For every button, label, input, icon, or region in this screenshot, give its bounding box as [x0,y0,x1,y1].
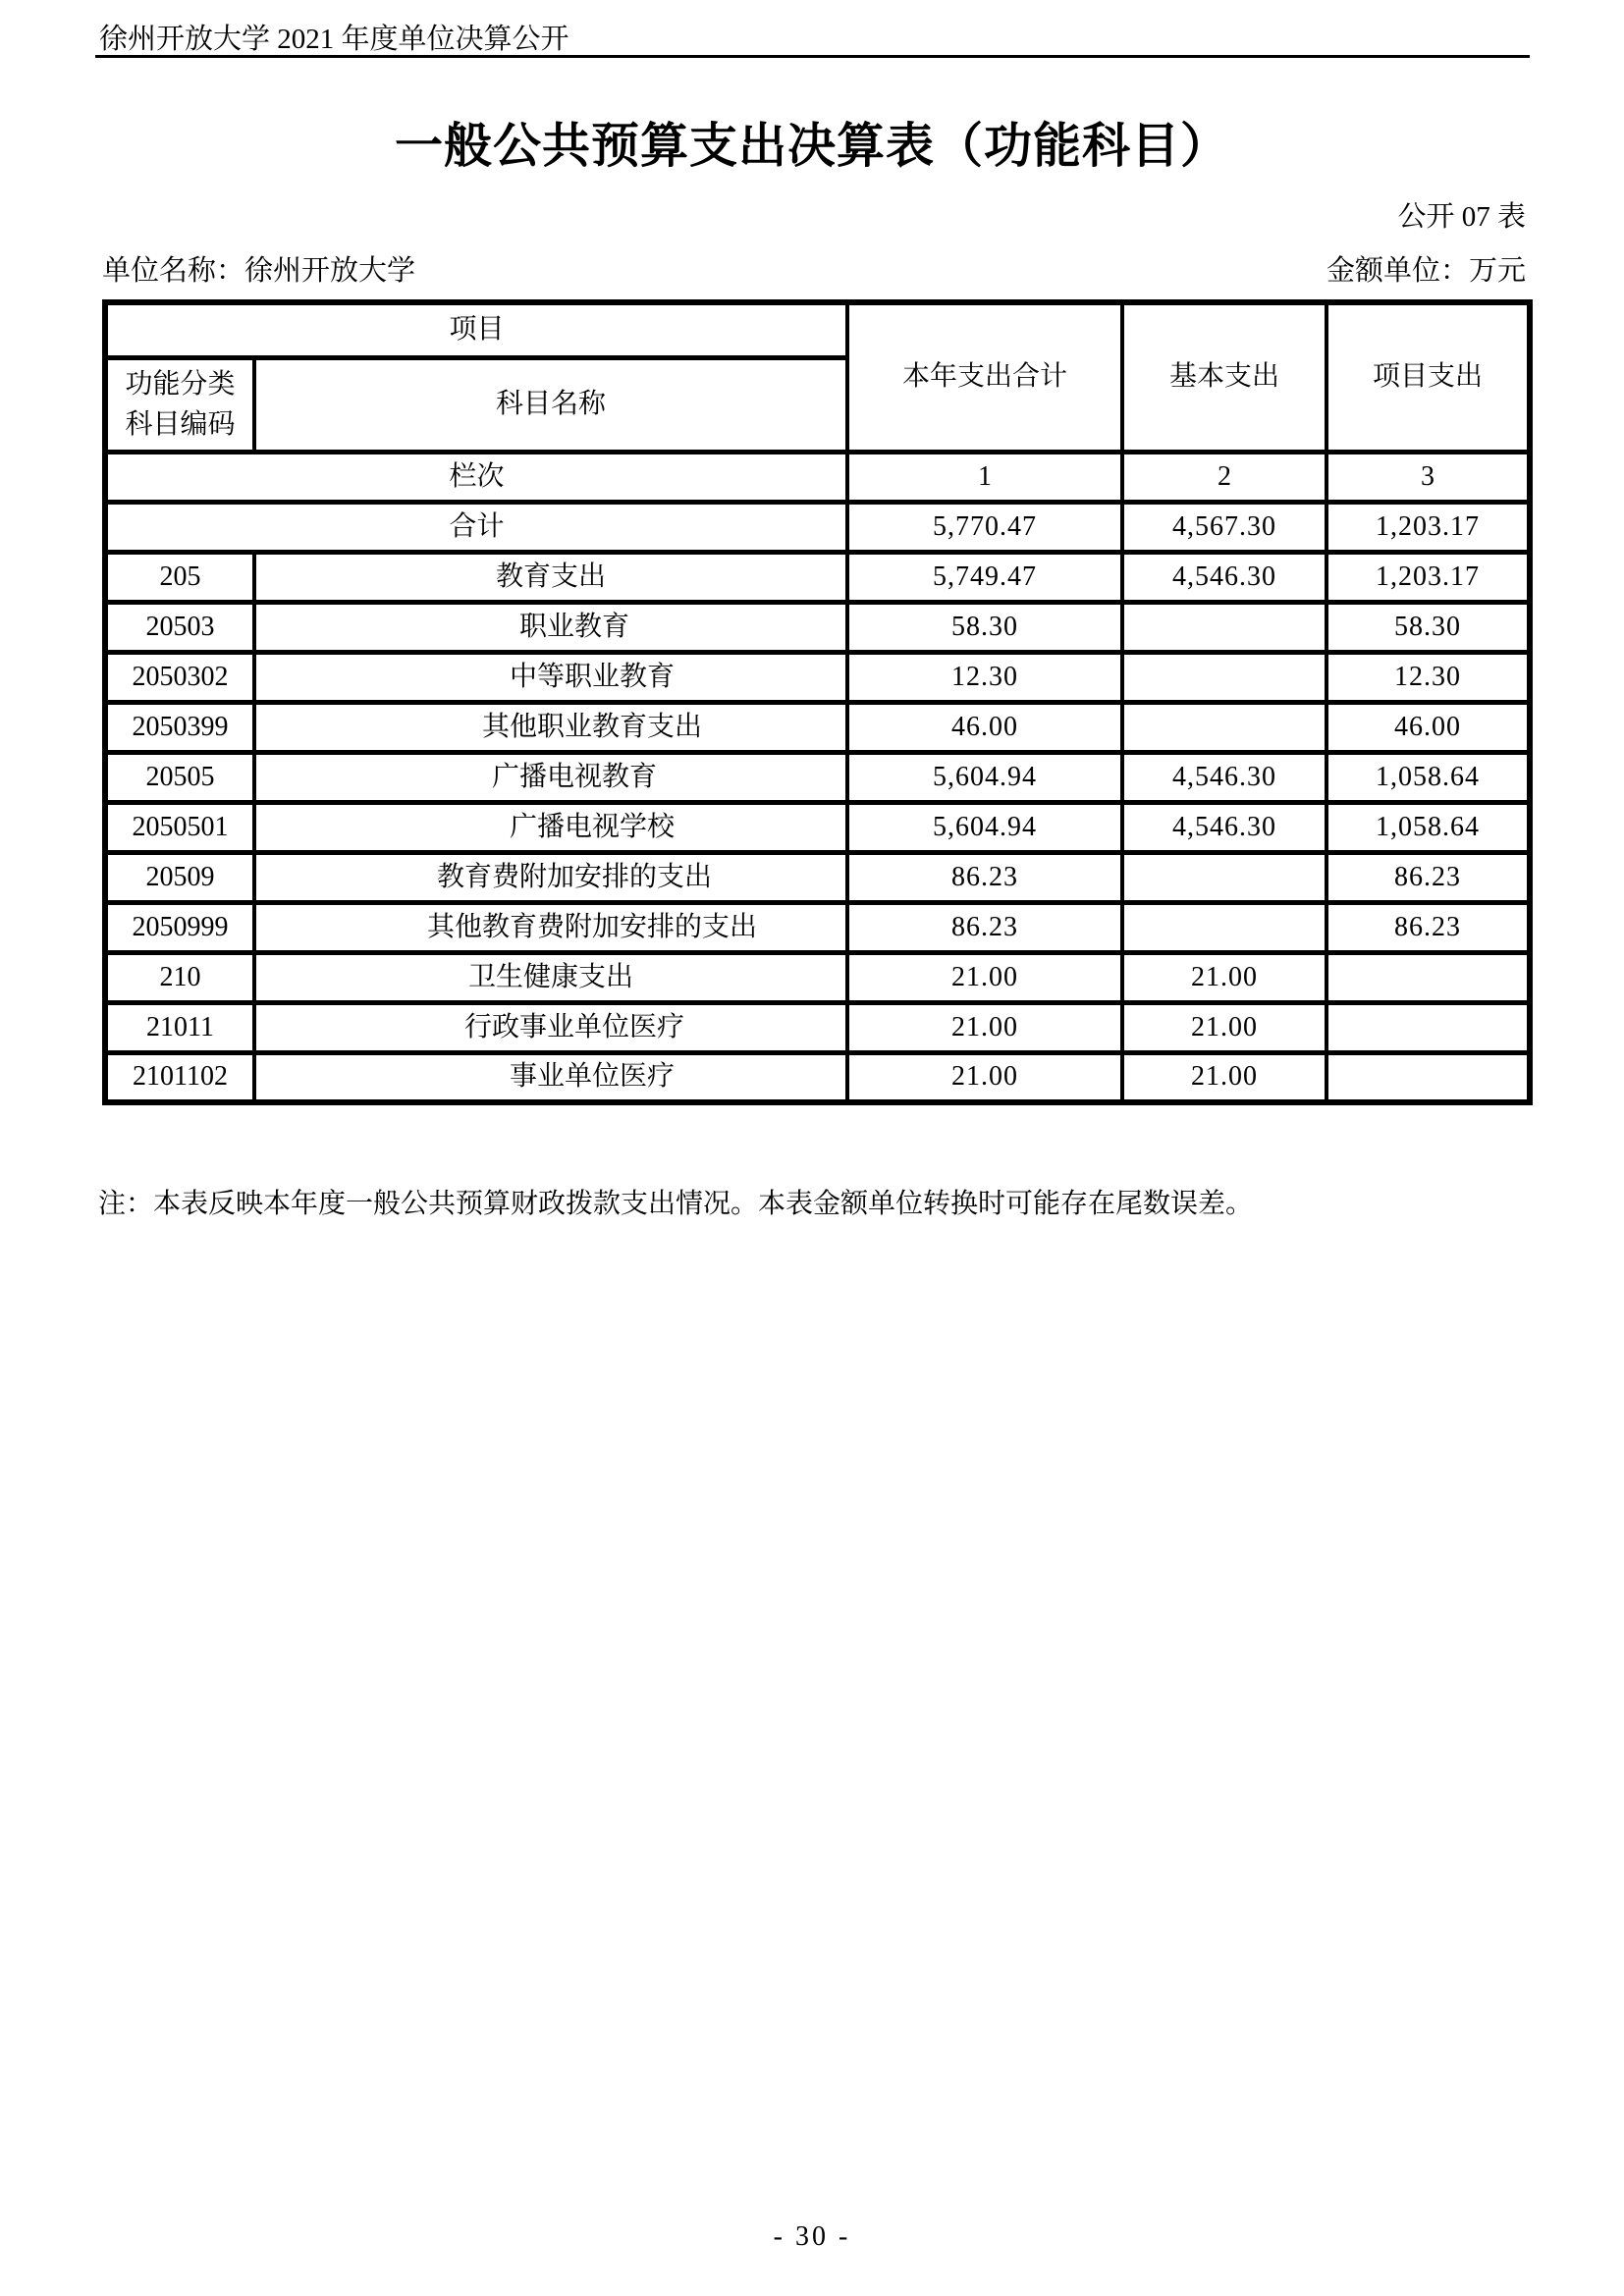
total-expenditure: 21.00 [847,1052,1122,1102]
project-expenditure: 46.00 [1326,702,1530,752]
subject-name: 中等职业教育 [254,652,847,702]
function-code: 205 [105,552,254,602]
amount-unit-label: 金额单位：万元 [1326,255,1526,287]
budget-table [102,299,1533,1105]
header-col-basic: 基本支出 [1122,302,1326,452]
grand-total-row [105,502,1530,552]
total-expenditure: 86.23 [847,902,1122,952]
header-project: 项目 [105,302,847,357]
basic-expenditure: 4,546.30 [1122,802,1326,852]
subject-name: 广播电视学校 [254,802,847,852]
project-expenditure: 86.23 [1326,852,1530,902]
total-expenditure: 5,604.94 [847,802,1122,852]
table-row [105,602,1530,652]
header-function-code [105,357,254,452]
project-expenditure: 58.30 [1326,602,1530,652]
project-expenditure: 1,058.64 [1326,802,1530,852]
table-row [105,552,1530,602]
basic-expenditure: 21.00 [1122,952,1326,1002]
total-expenditure: 86.23 [847,852,1122,902]
total-expenditure: 46.00 [847,702,1122,752]
grand-total-label: 合计 [105,502,847,552]
header-subject-name: 科目名称 [254,357,847,452]
subject-name: 教育支出 [254,552,847,602]
table-row [105,702,1530,752]
table-row [105,652,1530,702]
basic-expenditure [1122,652,1326,702]
total-expenditure: 12.30 [847,652,1122,702]
project-expenditure: 1,203.17 [1326,552,1530,602]
table-row [105,902,1530,952]
basic-expenditure: 21.00 [1122,1052,1326,1102]
page-number: - 30 - [773,2221,851,2252]
subject-name: 事业单位医疗 [254,1052,847,1102]
table-row [105,802,1530,852]
subject-name: 卫生健康支出 [254,952,847,1002]
table-code-label: 公开 07 表 [1397,201,1526,233]
project-expenditure [1326,952,1530,1002]
basic-expenditure [1122,702,1326,752]
basic-expenditure [1122,602,1326,652]
function-code: 2101102 [105,1052,254,1102]
table-header-row-1 [105,302,1530,357]
basic-expenditure: 4,546.30 [1122,752,1326,802]
total-expenditure: 5,749.47 [847,552,1122,602]
total-expenditure: 21.00 [847,952,1122,1002]
table-row [105,852,1530,902]
header-col-project: 项目支出 [1326,302,1530,452]
total-expenditure: 58.30 [847,602,1122,652]
subject-name: 职业教育 [254,602,847,652]
basic-expenditure: 21.00 [1122,1002,1326,1052]
subject-name: 其他职业教育支出 [254,702,847,752]
header-function-code-line2: 科目编码 [125,409,236,440]
document-header-text: 徐州开放大学 2021 年度单位决算公开 [99,24,569,55]
column-index-3: 3 [1326,452,1530,502]
table-row [105,752,1530,802]
grand-total-amount: 5,770.47 [847,502,1122,552]
project-expenditure [1326,1052,1530,1102]
subject-name: 行政事业单位医疗 [254,1002,847,1052]
total-expenditure: 5,604.94 [847,752,1122,802]
header-col-total: 本年支出合计 [847,302,1122,452]
page-title: 一般公共预算支出决算表（功能科目） [394,119,1229,173]
unit-name-label: 单位名称：徐州开放大学 [102,255,416,287]
subject-name: 教育费附加安排的支出 [254,852,847,902]
header-rule [95,55,1530,58]
function-code: 210 [105,952,254,1002]
header-function-code-line1: 功能分类 [125,369,236,400]
grand-total-basic: 4,567.30 [1122,502,1326,552]
function-code: 21011 [105,1002,254,1052]
function-code: 2050501 [105,802,254,852]
table-row [105,1002,1530,1052]
column-index-row [105,452,1530,502]
project-expenditure: 1,058.64 [1326,752,1530,802]
function-code: 2050302 [105,652,254,702]
column-index-label: 栏次 [105,452,847,502]
basic-expenditure: 4,546.30 [1122,552,1326,602]
project-expenditure [1326,1002,1530,1052]
table-note: 注：本表反映本年度一般公共预算财政拨款支出情况。本表金额单位转换时可能存在尾数误差。 [98,1189,1254,1219]
function-code: 2050999 [105,902,254,952]
function-code: 2050399 [105,702,254,752]
function-code: 20505 [105,752,254,802]
basic-expenditure [1122,852,1326,902]
project-expenditure: 86.23 [1326,902,1530,952]
function-code: 20509 [105,852,254,902]
table-row [105,1052,1530,1102]
total-expenditure: 21.00 [847,1002,1122,1052]
subject-name: 其他教育费附加安排的支出 [254,902,847,952]
basic-expenditure [1122,902,1326,952]
grand-total-project: 1,203.17 [1326,502,1530,552]
table-row [105,952,1530,1002]
function-code: 20503 [105,602,254,652]
project-expenditure: 12.30 [1326,652,1530,702]
subject-name: 广播电视教育 [254,752,847,802]
column-index-1: 1 [847,452,1122,502]
column-index-2: 2 [1122,452,1326,502]
